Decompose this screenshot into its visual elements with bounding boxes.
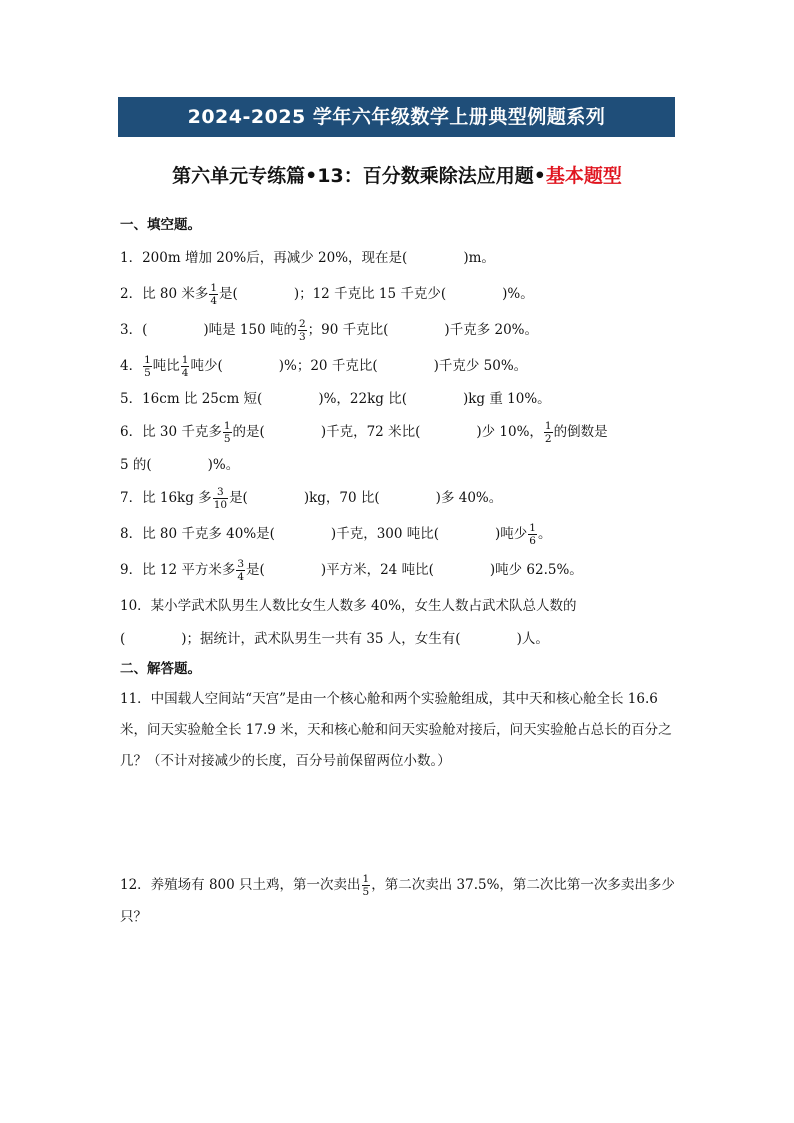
fraction: $\frac{1}{6}$ xyxy=(529,522,536,547)
question-8: 8．比 80 千克多 40%是( )千克，300 吨比( )吨少 $\frac{1}{6}$ 。 xyxy=(120,522,552,547)
question-9: 9．比 12 平方米多 $\frac{3}{4}$ 是( )平方米，24 吨比( )吨少 62.5%。 xyxy=(120,558,583,583)
question-6: 6．比 30 千克多 $\frac{1}{5}$ 的是( )千克，72 米比( )少 10%， $\frac{1}{2}$ 的倒数是 xyxy=(120,420,608,445)
fraction: $\frac{1}{4}$ xyxy=(210,282,218,307)
section-solve: 二、解答题。 xyxy=(120,661,201,677)
question-10-continued: ( )；据统计，武术队男生一共有 35 人，女生有( )人。 xyxy=(120,631,549,647)
page-title xyxy=(0,162,794,190)
answer-space xyxy=(120,777,680,869)
question-3: 3．( )吨是 150 吨的 $\frac{2}{3}$ ；90 千克比( )千克多 20%。 xyxy=(120,318,538,343)
question-6-continued: 5 的( )%。 xyxy=(120,457,240,473)
section-fill-in: 一、填空题。 xyxy=(120,217,201,233)
series-banner: 2024-2025 学年六年级数学上册典型例题系列 xyxy=(118,97,675,137)
question-11: 11．中国载人空间站“天宫”是由一个核心舱和两个实验舱组成，其中天和核心舱全长 16.6 米，问天实验舱全长 17.9 米，天和核心舱和问天实验舱对接后，问天实验舱占总长的百分之几？（不计对接减少的长度，百分号前保留两位小数。） xyxy=(120,691,672,769)
fraction: $\frac{1}{2}$ xyxy=(544,420,552,445)
worksheet-body xyxy=(120,210,680,933)
fraction: $\frac{1}{4}$ xyxy=(181,354,189,379)
fraction: $\frac{2}{3}$ xyxy=(298,318,306,343)
page-title-highlight: 基本题型 xyxy=(545,165,622,187)
fraction: $\frac{3}{10}$ xyxy=(213,486,228,511)
fraction: $\frac{1}{5}$ xyxy=(223,420,231,445)
question-10: 10．某小学武术队男生人数比女生人数多 40%，女生人数占武术队总人数的 xyxy=(120,598,577,614)
question-2: 2．比 80 米多 $\frac{1}{4}$ 是( )；12 千克比 15 千克少( )%。 xyxy=(120,282,534,307)
question-1: 1．200m 增加 20%后，再减少 20%，现在是( )m。 xyxy=(120,250,495,266)
question-4: 4． $\frac{1}{5}$ 吨比 $\frac{1}{4}$ 吨少( )%；20 千克比( )千克少 50%。 xyxy=(120,354,528,379)
question-12: 12．养殖场有 800 只土鸡，第一次卖出 $\frac{1}{5}$ ，第二次卖出 37.5%，第二次比第一次多卖出多少只？ xyxy=(120,873,675,925)
fraction: $\frac{1}{5}$ xyxy=(144,354,151,379)
page-title-main: 第六单元专练篇•13：百分数乘除法应用题• xyxy=(172,165,546,187)
fraction: $\frac{3}{4}$ xyxy=(237,558,245,583)
question-5: 5．16cm 比 25cm 短( )%，22kg 比( )kg 重 10%。 xyxy=(120,391,551,407)
fraction: $\frac{1}{5}$ xyxy=(362,873,370,898)
question-7: 7．比 16kg 多 $\frac{3}{10}$ 是( )kg，70 比( )多 40%。 xyxy=(120,486,503,511)
